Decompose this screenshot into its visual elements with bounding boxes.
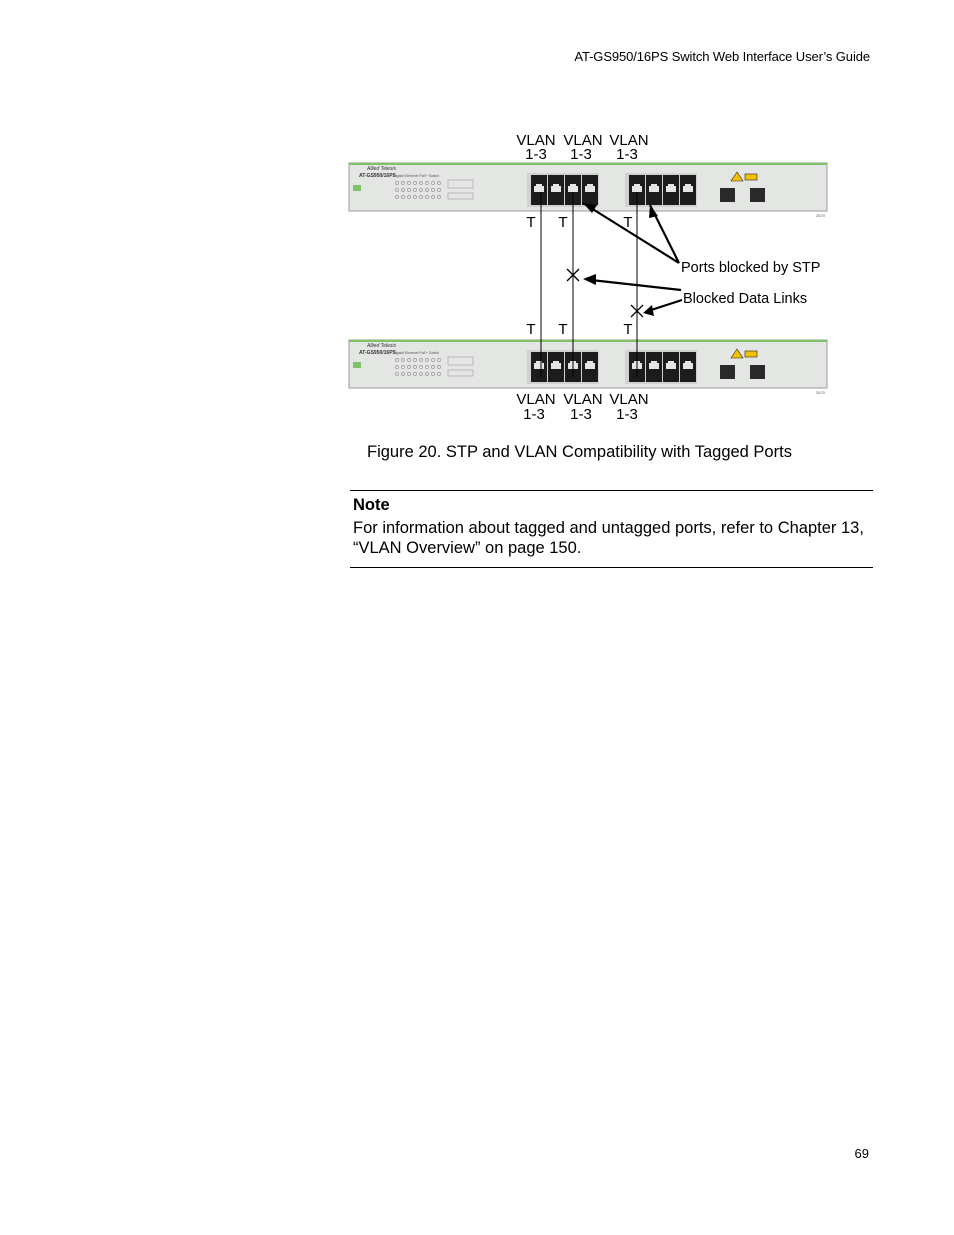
bottom-vlan-label-1: VLAN (516, 391, 556, 408)
callout-arrowheads (583, 203, 658, 316)
bottom-switch-subtitle: Gigabit Ethernet PoE+ Switch (393, 351, 440, 355)
top-switch-subtitle: Gigabit Ethernet PoE+ Switch (393, 174, 440, 178)
figure-caption: Figure 20. STP and VLAN Compatibility with Tagged Ports (367, 443, 792, 461)
note-box (350, 490, 873, 568)
tag-mark-bottom-1: T (526, 321, 536, 338)
note-title: Note (353, 496, 390, 514)
callout-ports-blocked: Ports blocked by STP (681, 260, 821, 276)
bottom-vlan-label-3: VLAN (609, 391, 649, 408)
page-number: 69 (854, 1146, 869, 1161)
tag-mark-top-2: T (558, 214, 568, 231)
bottom-vlan-range-1: 1-3 (523, 406, 545, 423)
tag-mark-top-1: T (526, 214, 536, 231)
bottom-vlan-label-2: VLAN (563, 391, 603, 408)
top-switch-model: AT-GS950/16PS (359, 173, 396, 179)
top-switch-brand: Allied Telesis (367, 166, 396, 172)
top-vlan-label-2: VLAN (563, 132, 603, 149)
bottom-vlan-range-3: 1-3 (616, 406, 638, 423)
top-switch (349, 163, 827, 218)
top-switch-id: 2670 (816, 213, 825, 218)
tag-mark-bottom-2: T (558, 321, 568, 338)
bottom-vlan-range-2: 1-3 (570, 406, 592, 423)
bottom-switch-brand: Allied Telesis (367, 343, 396, 349)
callout-blocked-links: Blocked Data Links (683, 291, 808, 307)
top-vlan-range-3: 1-3 (616, 146, 638, 163)
top-vlan-label-3: VLAN (609, 132, 649, 149)
note-body: For information about tagged and untagged ports, refer to Chapter 13, “VLAN Overview” on page 150. (353, 519, 864, 557)
tag-mark-top-3: T (623, 214, 633, 231)
bottom-switch-id: 2670 (816, 390, 825, 395)
top-vlan-label-1: VLAN (516, 132, 556, 149)
tag-mark-bottom-3: T (623, 321, 633, 338)
stp-vlan-figure (345, 125, 885, 425)
bottom-switch-model: AT-GS950/16PS (359, 350, 396, 356)
top-vlan-range-2: 1-3 (570, 146, 592, 163)
bottom-switch (349, 340, 827, 395)
blocked-link-x-marks (567, 269, 643, 317)
running-header: AT-GS950/16PS Switch Web Interface User’s Guide (574, 49, 870, 64)
top-vlan-range-1: 1-3 (525, 146, 547, 163)
